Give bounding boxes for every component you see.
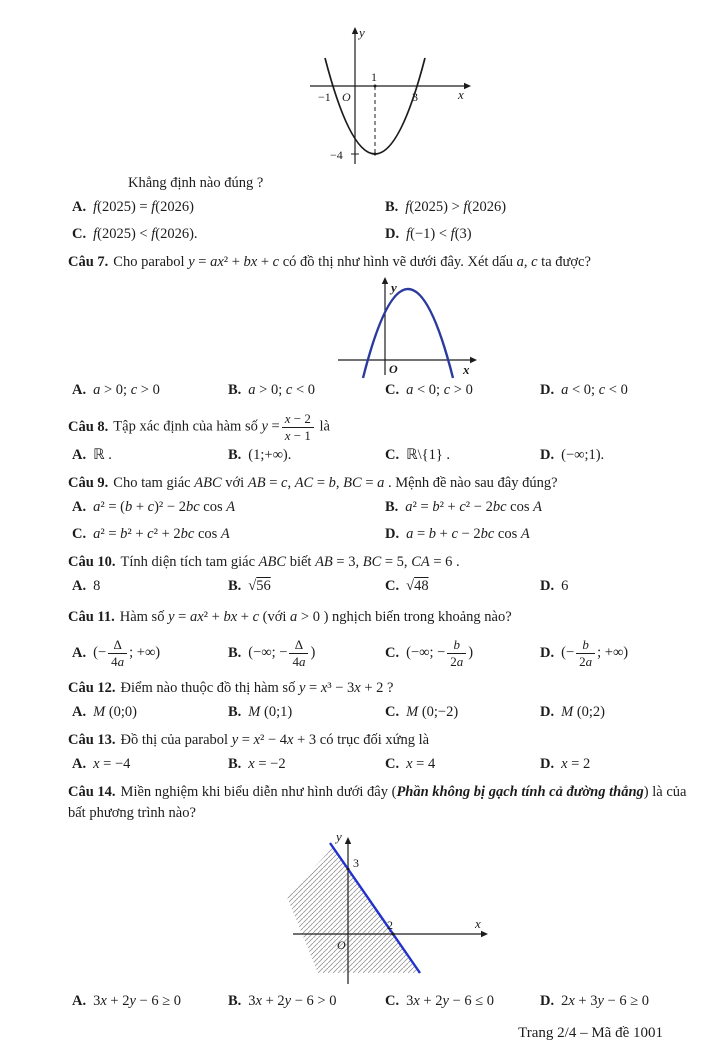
option-text: (−∞; − bbox=[248, 644, 288, 661]
option-label: A. bbox=[72, 578, 87, 595]
option-label: A. bbox=[72, 447, 87, 464]
sqrt-radicand: 56 bbox=[256, 578, 271, 595]
fraction-numerator: b bbox=[447, 638, 466, 654]
option-label: C. bbox=[385, 993, 400, 1010]
vertex-point bbox=[374, 153, 377, 156]
stem-math: y = x³ − 3x + 2 bbox=[298, 680, 384, 697]
option-label: C. bbox=[385, 578, 400, 595]
stem-text: Điểm nào thuộc đồ thị hàm số bbox=[120, 680, 299, 697]
option-text: ; +∞) bbox=[129, 644, 161, 661]
option-text: ℝ . bbox=[93, 447, 112, 464]
option-text: M (0;2) bbox=[561, 704, 606, 721]
question-label: Câu 14. bbox=[68, 784, 116, 801]
option-d bbox=[540, 578, 568, 595]
parabola-curve bbox=[363, 289, 453, 378]
option-label: A. bbox=[72, 704, 87, 721]
stem-math: ABC bbox=[194, 475, 222, 492]
y-intercept-point bbox=[347, 868, 350, 871]
tick-3: 3 bbox=[412, 90, 418, 104]
option-label: D. bbox=[385, 526, 400, 543]
option-label: D. bbox=[540, 447, 555, 464]
option-text: x = −2 bbox=[248, 756, 286, 773]
page-footer bbox=[0, 1025, 725, 1042]
option-text: (− bbox=[561, 644, 575, 661]
y-axis-arrow-icon bbox=[352, 27, 358, 34]
option-label: C. bbox=[72, 526, 87, 543]
option-b bbox=[228, 638, 315, 668]
x1-point bbox=[374, 85, 377, 88]
option-label: B. bbox=[385, 199, 399, 215]
option-text: f(−1) < f(3) bbox=[406, 226, 472, 242]
half-plane-region-figure bbox=[283, 828, 503, 990]
stem-text: với bbox=[221, 475, 248, 492]
q10-options-row bbox=[0, 575, 725, 605]
stem-text: Đồ thị của parabol bbox=[120, 732, 232, 749]
fraction bbox=[447, 638, 466, 668]
option-text: 8 bbox=[93, 578, 101, 595]
q6-options-row-2 bbox=[0, 223, 725, 250]
option-label: C. bbox=[385, 382, 400, 398]
option-text: (−∞; − bbox=[406, 644, 446, 661]
option-b bbox=[228, 993, 336, 1010]
fraction-denominator: 2a bbox=[579, 653, 593, 669]
stem-text: . bbox=[452, 554, 460, 571]
option-a bbox=[72, 638, 160, 668]
option-c bbox=[385, 993, 494, 1010]
stem-text: có trục đối xứng là bbox=[316, 732, 430, 749]
option-label: C. bbox=[72, 226, 87, 242]
sqrt-radicand: 48 bbox=[414, 578, 429, 595]
stem-math: a, c bbox=[516, 254, 538, 270]
y-axis-arrow-icon bbox=[345, 837, 351, 844]
option-text: f(2025) < f(2026). bbox=[93, 226, 198, 242]
option-c bbox=[385, 447, 450, 464]
stem-text: ? bbox=[383, 680, 394, 697]
x-axis-arrow-icon bbox=[470, 357, 477, 363]
option-d bbox=[540, 382, 628, 399]
option-a bbox=[72, 499, 235, 516]
option-text: a < 0; c > 0 bbox=[406, 382, 473, 398]
stem-text: ta được? bbox=[537, 254, 591, 270]
option-c bbox=[385, 382, 473, 399]
fraction-denominator: x − 1 bbox=[284, 427, 311, 443]
q8-options-row bbox=[0, 444, 725, 471]
question-label: Câu 7. bbox=[68, 254, 109, 270]
stem-text: Hàm số bbox=[119, 609, 169, 626]
option-text: a > 0; c > 0 bbox=[93, 382, 160, 398]
x-axis-arrow-icon bbox=[481, 931, 488, 937]
option-label: D. bbox=[540, 756, 555, 773]
option-text: M (0;−2) bbox=[406, 704, 459, 721]
sqrt-sign: √ bbox=[248, 578, 257, 595]
x-axis-label: x bbox=[458, 87, 464, 102]
option-d bbox=[540, 993, 649, 1010]
fraction bbox=[282, 412, 314, 442]
option-d bbox=[540, 638, 628, 668]
option-text: 3x + 2y − 6 ≤ 0 bbox=[406, 993, 495, 1010]
origin-label: O bbox=[389, 362, 398, 376]
x-axis-label: x bbox=[463, 362, 470, 377]
option-b bbox=[228, 578, 271, 595]
option-text: 2x + 3y − 6 ≥ 0 bbox=[561, 993, 650, 1010]
option-text: (1;+∞). bbox=[248, 447, 292, 464]
option-c bbox=[385, 638, 473, 668]
option-text: ) bbox=[310, 644, 316, 661]
option-b bbox=[385, 199, 506, 216]
q11-options-row bbox=[0, 630, 725, 676]
q9-options-row-2 bbox=[0, 523, 725, 550]
stem-math: AB = c, AC = b, BC = a bbox=[247, 475, 385, 492]
option-a bbox=[72, 756, 130, 773]
fraction bbox=[108, 638, 127, 668]
option-text: ℝ\{1} . bbox=[406, 447, 451, 464]
option-label: B. bbox=[228, 704, 242, 721]
option-label: B. bbox=[228, 993, 242, 1010]
stem-text: Miền nghiệm khi biểu diễn như hình dưới đây ( bbox=[120, 784, 397, 801]
fraction-denominator: 4a bbox=[292, 653, 306, 669]
stem-emphasis: Phần không bị gạch tính cả đường thẳng bbox=[396, 784, 644, 801]
stem-text: (với bbox=[259, 609, 291, 626]
option-text: 3x + 2y − 6 > 0 bbox=[248, 993, 337, 1010]
footer-text: Trang 2/4 – Mã đề 1001 bbox=[518, 1025, 663, 1042]
upward-parabola-figure bbox=[292, 24, 477, 171]
option-c bbox=[72, 526, 230, 543]
option-label: A. bbox=[72, 499, 87, 516]
stem-math: y = ax² + bx + c bbox=[168, 609, 259, 626]
q9-stem bbox=[68, 473, 687, 494]
option-text: x = −4 bbox=[93, 756, 131, 773]
option-b bbox=[228, 756, 286, 773]
option-label: C. bbox=[385, 756, 400, 773]
stem-text: Cho parabol bbox=[113, 254, 189, 270]
stem-text: là bbox=[315, 418, 330, 435]
stem-math: AB = 3, BC = 5, CA = 6 bbox=[315, 554, 453, 571]
tick-1: 1 bbox=[371, 70, 377, 84]
option-label: A. bbox=[72, 382, 87, 398]
question-label: Câu 11. bbox=[68, 609, 115, 626]
q6-graph bbox=[292, 24, 725, 171]
option-text: a > 0; c < 0 bbox=[248, 382, 316, 398]
q12-stem bbox=[68, 678, 687, 699]
q13-options-row bbox=[0, 753, 725, 780]
q13-stem bbox=[68, 730, 687, 751]
option-c bbox=[385, 578, 429, 595]
option-label: B. bbox=[228, 382, 242, 398]
stem-math: y = bbox=[261, 418, 280, 435]
stem-text: Khẳng định nào đúng ? bbox=[128, 175, 264, 191]
tick-minus1: −1 bbox=[318, 90, 331, 104]
fraction-numerator: b bbox=[576, 638, 595, 654]
q14-options-row bbox=[0, 990, 725, 1017]
q6-stem bbox=[128, 173, 687, 194]
stem-text: có đồ thị như hình vẽ dưới đây. Xét dấu bbox=[279, 254, 517, 270]
option-b bbox=[228, 704, 292, 721]
tick-2: 2 bbox=[387, 918, 393, 933]
q10-stem bbox=[68, 552, 687, 573]
option-text: f(2025) > f(2026) bbox=[405, 199, 507, 215]
option-a bbox=[72, 382, 160, 399]
option-d bbox=[540, 447, 604, 464]
option-d bbox=[540, 756, 590, 773]
option-label: D. bbox=[540, 644, 555, 661]
option-label: B. bbox=[228, 644, 242, 661]
q6-options-row-1 bbox=[0, 196, 725, 223]
question-label: Câu 10. bbox=[68, 554, 116, 571]
option-c bbox=[72, 226, 198, 243]
option-text: x = 2 bbox=[561, 756, 591, 773]
option-text: ) bbox=[468, 644, 474, 661]
fraction-numerator: Δ bbox=[108, 638, 127, 654]
option-a bbox=[72, 199, 194, 216]
question-label: Câu 12. bbox=[68, 680, 116, 697]
option-d bbox=[385, 226, 472, 243]
q7-stem bbox=[68, 252, 687, 273]
origin-label: O bbox=[337, 938, 346, 953]
option-label: D. bbox=[540, 382, 555, 398]
option-text: a² = b² + c² − 2bc cos A bbox=[405, 499, 542, 516]
q7-options-row bbox=[0, 379, 725, 406]
option-text: a² = b² + c² + 2bc cos A bbox=[93, 526, 230, 543]
option-b bbox=[228, 447, 291, 464]
sqrt-sign: √ bbox=[406, 578, 415, 595]
option-label: D. bbox=[385, 226, 400, 242]
option-text: f(2025) = f(2026) bbox=[93, 199, 194, 215]
downward-parabola-figure bbox=[330, 275, 480, 379]
option-label: B. bbox=[385, 499, 399, 516]
q14-graph bbox=[283, 828, 725, 990]
q11-stem bbox=[68, 607, 687, 628]
stem-text: ) là của bất phương trình nào? bbox=[68, 784, 687, 822]
option-text: 3x + 2y − 6 ≥ 0 bbox=[93, 993, 182, 1010]
stem-text: ) nghịch biến trong khoảng nào? bbox=[319, 609, 512, 626]
option-label: C. bbox=[385, 704, 400, 721]
fraction-denominator: 2a bbox=[450, 653, 464, 669]
stem-math: y = ax² + bx + c bbox=[188, 254, 280, 270]
option-text: a² = (b + c)² − 2bc cos A bbox=[93, 499, 236, 516]
option-label: C. bbox=[385, 644, 400, 661]
question-label: Câu 9. bbox=[68, 475, 109, 492]
option-c bbox=[385, 756, 435, 773]
origin-label: O bbox=[342, 90, 351, 104]
option-label: D. bbox=[540, 704, 555, 721]
fraction bbox=[576, 638, 595, 668]
y-axis-label: y bbox=[391, 280, 397, 295]
option-label: B. bbox=[228, 756, 242, 773]
q8-stem bbox=[68, 412, 687, 442]
tick-minus4: −4 bbox=[330, 148, 343, 162]
option-d bbox=[540, 704, 605, 721]
fraction bbox=[289, 638, 308, 668]
option-d bbox=[385, 526, 530, 543]
stem-text: biết bbox=[286, 554, 316, 571]
option-label: A. bbox=[72, 644, 87, 661]
stem-text: . Mệnh đề nào sau đây đúng? bbox=[384, 475, 558, 492]
option-label: D. bbox=[540, 993, 555, 1010]
option-label: A. bbox=[72, 756, 87, 773]
y-axis-arrow-icon bbox=[382, 277, 388, 284]
option-text: M (0;0) bbox=[93, 704, 138, 721]
option-a bbox=[72, 578, 100, 595]
option-b bbox=[385, 499, 542, 516]
fraction-numerator: x − 2 bbox=[282, 412, 314, 428]
q7-graph bbox=[330, 275, 725, 379]
option-label: A. bbox=[72, 199, 87, 215]
option-text: a = b + c − 2bc cos A bbox=[406, 526, 530, 543]
q9-options-row-1 bbox=[0, 496, 725, 523]
sqrt-expression bbox=[406, 578, 428, 594]
option-text: (−∞;1). bbox=[561, 447, 605, 464]
option-c bbox=[385, 704, 458, 721]
option-text: x = 4 bbox=[406, 756, 436, 773]
option-label: B. bbox=[228, 578, 242, 595]
option-text: a < 0; c < 0 bbox=[561, 382, 628, 398]
option-a bbox=[72, 447, 112, 464]
stem-text: Tính diện tích tam giác bbox=[120, 554, 259, 571]
option-text: 6 bbox=[561, 578, 569, 595]
stem-math: ABC bbox=[258, 554, 287, 571]
option-label: A. bbox=[72, 993, 87, 1010]
option-a bbox=[72, 993, 181, 1010]
fraction-denominator: 4a bbox=[111, 653, 125, 669]
fraction-numerator: Δ bbox=[289, 638, 308, 654]
q14-stem bbox=[68, 782, 687, 824]
x-intercept-point bbox=[392, 933, 395, 936]
stem-math: a > 0 bbox=[290, 609, 320, 626]
x-axis-arrow-icon bbox=[464, 83, 471, 89]
option-text: ; +∞) bbox=[597, 644, 629, 661]
tick-3: 3 bbox=[353, 856, 359, 871]
y-axis-label: y bbox=[359, 25, 365, 40]
sqrt-expression bbox=[248, 578, 270, 594]
question-label: Câu 8. bbox=[68, 418, 109, 435]
option-label: C. bbox=[385, 447, 400, 464]
option-text: M (0;1) bbox=[248, 704, 293, 721]
option-text: (− bbox=[93, 644, 107, 661]
stem-text: Cho tam giác bbox=[113, 475, 195, 492]
option-label: D. bbox=[540, 578, 555, 595]
q12-options-row bbox=[0, 701, 725, 728]
x-axis-label: x bbox=[475, 916, 481, 932]
option-label: B. bbox=[228, 447, 242, 464]
question-label: Câu 13. bbox=[68, 732, 116, 749]
option-a bbox=[72, 704, 137, 721]
y-axis-label: y bbox=[336, 829, 342, 845]
option-b bbox=[228, 382, 315, 399]
stem-text: Tập xác định của hàm số bbox=[113, 418, 262, 435]
stem-math: y = x² − 4x + 3 bbox=[231, 732, 317, 749]
